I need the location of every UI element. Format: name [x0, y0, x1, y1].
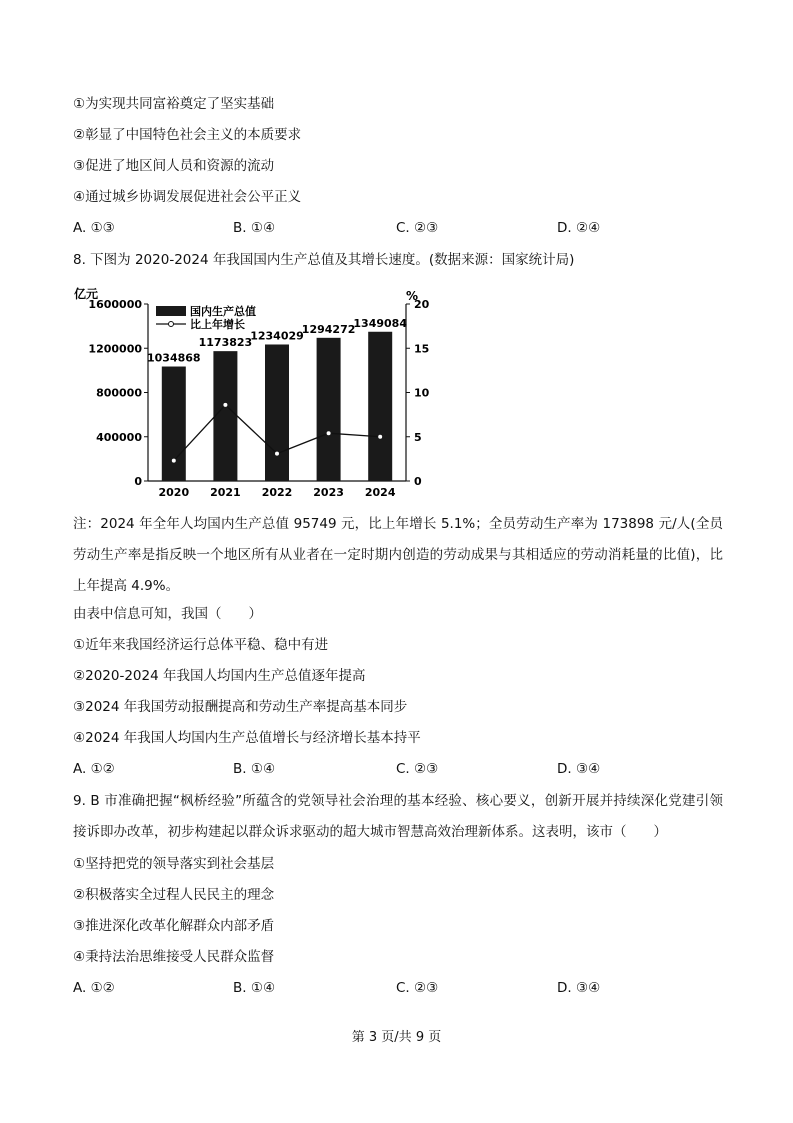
q7-item-4: ④通过城乡协调发展促进社会公平正义 [73, 189, 302, 205]
q8-stem: 8. 下图为 2020-2024 年我国国内生产总值及其增长速度。(数据来源：国家统计局) [73, 252, 575, 268]
q9-stem: 9. B 市准确把握“枫桥经验”所蕴含的党领导社会治理的基本经验、核心要义，创新开展并持续深化党建引领接诉即办改革，初步构建起以群众诉求驱动的超大城市智慧高效治理新体系。这表明，该市（ ） [73, 793, 723, 840]
right-axis-ticks [406, 298, 430, 488]
gdp-bar [368, 332, 392, 481]
gdp-bar-label: 1034868 [147, 351, 201, 365]
growth-point [223, 402, 228, 407]
x-tick-label: 2021 [210, 486, 241, 499]
growth-point [326, 431, 331, 436]
left-tick-label: 1600000 [88, 298, 142, 311]
gdp-bar-label: 1294272 [301, 322, 356, 336]
q8-question: 由表中信息可知，我国（ ） [73, 606, 262, 622]
legend-bar-swatch [156, 306, 186, 316]
left-tick-label: 800000 [96, 386, 142, 400]
legend-bar-label: 国内生产总值 [190, 305, 256, 318]
left-axis-unit: 亿元 [74, 287, 99, 301]
legend-line-marker [169, 322, 174, 327]
x-tick-label: 2022 [261, 486, 293, 499]
gdp-bar [162, 367, 186, 481]
page-footer: 第 3 页/共 9 页 [351, 1030, 442, 1045]
q9-option-b[interactable]: B. ①④ [233, 980, 276, 996]
x-tick-label: 2023 [313, 486, 344, 499]
left-tick-label: 0 [134, 475, 142, 488]
right-tick-label: 20 [414, 298, 430, 311]
q9-item-2: ②积极落实全过程人民民主的理念 [73, 887, 275, 903]
q9-item-3: ③推进深化改革化解群众内部矛盾 [73, 918, 275, 934]
growth-point [171, 458, 176, 463]
q7-option-b[interactable]: B. ①④ [233, 220, 276, 236]
q9-item-1: ①坚持把党的领导落实到社会基层 [73, 856, 275, 872]
growth-point [378, 434, 383, 439]
right-tick-label: 5 [414, 430, 422, 444]
x-axis-labels [158, 486, 395, 499]
growth-point [275, 451, 280, 456]
right-tick-label: 0 [414, 475, 422, 488]
gdp-bar-label: 1173823 [198, 336, 253, 350]
q7-option-a[interactable]: A. ①③ [73, 220, 115, 236]
left-tick-label: 400000 [96, 430, 142, 444]
legend-line-label: 比上年增长 [190, 318, 245, 331]
x-tick-label: 2024 [364, 486, 396, 499]
gdp-bar-label: 1349084 [353, 316, 407, 330]
q7-item-1: ①为实现共同富裕奠定了坚实基础 [73, 96, 275, 112]
gdp-bar-label: 1234029 [250, 329, 304, 343]
q8-item-4: ④2024 年我国人均国内生产总值增长与经济增长基本持平 [73, 730, 421, 746]
gdp-chart [60, 284, 450, 504]
q8-option-a[interactable]: A. ①② [73, 761, 115, 777]
q7-item-3: ③促进了地区间人员和资源的流动 [73, 158, 275, 174]
chart-legend [156, 304, 256, 331]
left-axis-ticks [88, 298, 148, 488]
q9-item-4: ④秉持法治思维接受人民群众监督 [73, 949, 275, 965]
q8-note: 注：2024 年全年人均国内生产总值 95749 元，比上年增长 5.1%；全员劳动生产率为 173898 元/人(全员劳动生产率是指反映一个地区所有从业者在一定时期内创造的劳动成果与其相适应的劳动消耗量的比值)，比上年提高 4.9%。 [73, 516, 723, 594]
q7-option-c[interactable]: C. ②③ [396, 220, 439, 236]
q8-option-c[interactable]: C. ②③ [396, 761, 439, 777]
q8-item-2: ②2020-2024 年我国人均国内生产总值逐年提高 [73, 668, 366, 684]
q7-option-d[interactable]: D. ②④ [557, 220, 601, 236]
right-tick-label: 15 [414, 342, 430, 356]
right-tick-label: 10 [414, 386, 430, 400]
q8-option-b[interactable]: B. ①④ [233, 761, 276, 777]
q9-option-c[interactable]: C. ②③ [396, 980, 439, 996]
q8-option-d[interactable]: D. ③④ [557, 761, 601, 777]
x-tick-label: 2020 [158, 486, 190, 499]
q7-item-2: ②彰显了中国特色社会主义的本质要求 [73, 127, 302, 143]
gdp-bar [213, 351, 237, 481]
q8-item-3: ③2024 年我国劳动报酬提高和劳动生产率提高基本同步 [73, 699, 408, 715]
q9-option-d[interactable]: D. ③④ [557, 980, 601, 996]
left-tick-label: 1200000 [88, 342, 142, 356]
q8-item-1: ①近年来我国经济运行总体平稳、稳中有进 [73, 637, 329, 653]
right-axis-unit: % [406, 289, 419, 303]
gdp-bar [317, 338, 341, 481]
q9-option-a[interactable]: A. ①② [73, 980, 115, 996]
gdp-bar [265, 344, 289, 481]
